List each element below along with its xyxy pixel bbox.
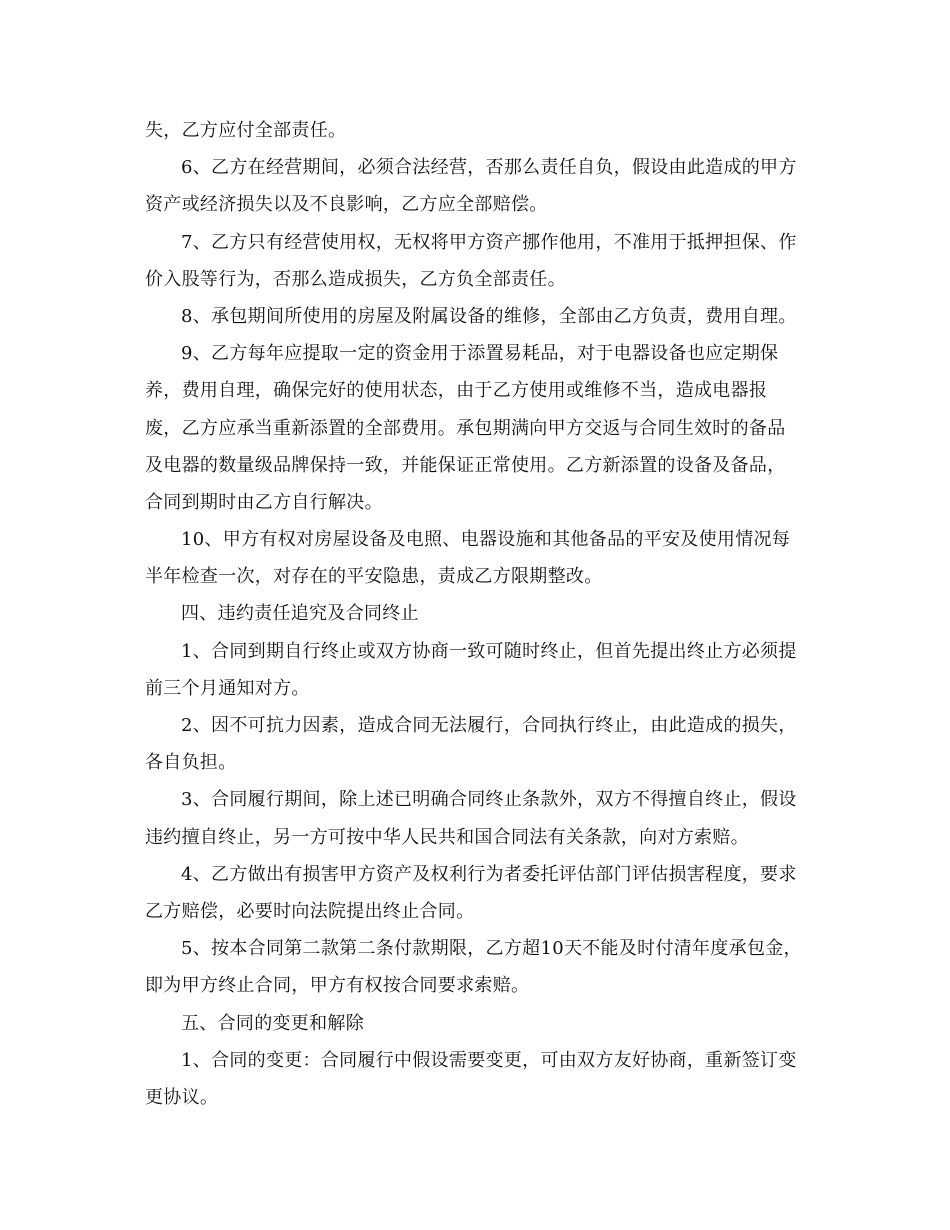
text-line: 1、合同到期自行终止或双方协商一致可随时终止，但首先提出终止方必须提 [181, 640, 797, 662]
text-line: 3、合同履行期间，除上述已明确合同终止条款外，双方不得擅自终止，假设 [181, 789, 797, 811]
text-line: 2、因不可抗力因素，造成合同无法履行，合同执行终止，由此造成的损失， [181, 715, 797, 736]
document-body [145, 112, 805, 1116]
text-line: 9、乙方每年应提取一定的资金用于添置易耗品，对于电器设备也应定期保 [181, 343, 779, 365]
section-heading: 四、违约责任追究及合同终止 [181, 603, 419, 625]
text-line: 违约擅自终止，另一方可按中华人民共和国合同法有关条款，向对方索赔。 [145, 826, 749, 848]
text-line: 7、乙方只有经营使用权，无权将甲方资产挪作他用，不准用于抵押担保、作 [181, 231, 797, 253]
text-line: 更协议。 [145, 1086, 219, 1108]
text-line: 6、乙方在经营期间，必须合法经营，否那么责任自负，假设由此造成的甲方 [181, 157, 797, 179]
text-line: 8、承包期间所使用的房屋及附属设备的维修，全部由乙方负责，费用自理。 [181, 305, 797, 327]
text-line: 资产或经济损失以及不良影响，乙方应全部赔偿。 [145, 194, 548, 216]
text-line: 废，乙方应承当重新添置的全部费用。承包期满向甲方交返与合同生效时的备品 [145, 417, 786, 439]
text-line: 失，乙方应付全部责任。 [145, 120, 347, 141]
text-line: 1、合同的变更：合同履行中假设需要变更，可由双方友好协商，重新签订变 [181, 1049, 797, 1071]
text-line: 合同到期时由乙方自行解决。 [145, 491, 383, 513]
text-line: 及电器的数量级品牌保持一致，并能保证正常使用。乙方新添置的设备及备品， [145, 454, 786, 476]
text-line: 10、甲方有权对房屋设备及电照、电器设施和其他备品的平安及使用情况每 [181, 529, 791, 551]
text-line: 价入股等行为，否那么造成损失，乙方负全部责任。 [145, 268, 566, 290]
text-line: 养，费用自理，确保完好的使用状态，由于乙方使用或维修不当，造成电器报 [145, 380, 768, 402]
text-line: 5、按本合同第二款第二条付款期限，乙方超10天不能及时付清年度承包金， [181, 938, 802, 960]
text-line: 前三个月通知对方。 [145, 677, 310, 699]
text-line: 乙方赔偿，必要时向法院提出终止合同。 [145, 900, 475, 922]
section-heading: 五、合同的变更和解除 [181, 1012, 364, 1034]
text-line: 即为甲方终止合同，甲方有权按合同要求索赔。 [145, 975, 530, 997]
text-line: 半年检查一次，对存在的平安隐患，责成乙方限期整改。 [145, 566, 603, 588]
text-line: 各自负担。 [145, 752, 237, 774]
text-line: 4、乙方做出有损害甲方资产及权利行为者委托评估部门评估损害程度，要求 [181, 863, 797, 885]
